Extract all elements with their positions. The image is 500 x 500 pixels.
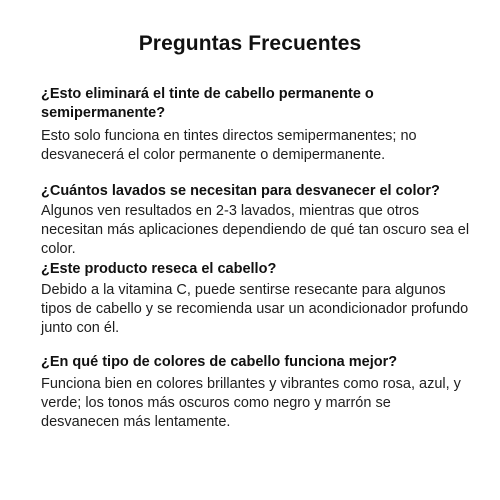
faq-answer: Funciona bien en colores brillantes y vibrantes como rosa, azul, y verde; los tonos más oscuros como negro y marrón se desvanecen más lentamente. bbox=[41, 376, 461, 430]
faq-item bbox=[41, 260, 471, 338]
faq-item bbox=[41, 85, 471, 165]
faq-answer: Debido a la vitamina C, puede sentirse resecante para algunos tipos de cabello y se recomienda usar un acondicionador profundo junto con él. bbox=[41, 282, 469, 336]
faq-item bbox=[41, 182, 471, 259]
page-title: Preguntas Frecuentes bbox=[138, 32, 362, 55]
faq-question: ¿Este producto reseca el cabello? bbox=[41, 261, 277, 277]
faq-question: ¿En qué tipo de colores de cabello funciona mejor? bbox=[41, 354, 398, 370]
faq-question: ¿Cuántos lavados se necesitan para desvanecer el color? bbox=[41, 183, 440, 199]
faq-question: ¿Esto eliminará el tinte de cabello permanente o semipermanente? bbox=[41, 86, 374, 121]
faq-item bbox=[41, 353, 471, 432]
faq-answer: Esto solo funciona en tintes directos semipermanentes; no desvanecerá el color permanente o demipermanente. bbox=[41, 128, 417, 163]
faq-answer: Algunos ven resultados en 2-3 lavados, mientras que otros necesitan más aplicaciones dependiendo de qué tan oscuro sea el color. bbox=[41, 203, 470, 257]
